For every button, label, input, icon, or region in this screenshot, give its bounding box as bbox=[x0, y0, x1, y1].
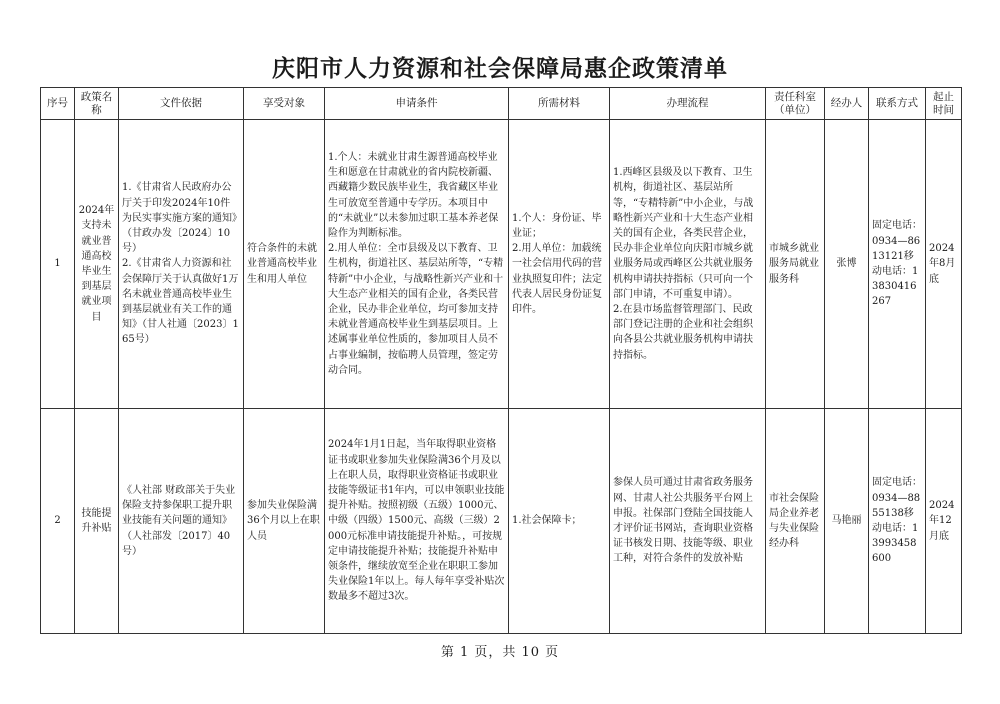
cell-policy-name: 2024年支持未就业普通高校毕业生到基层就业项目 bbox=[75, 120, 119, 409]
header-period: 起止时间 bbox=[926, 88, 962, 120]
cell-policy-name: 技能提升补贴 bbox=[75, 409, 119, 634]
cell-conditions: 1.个人：未就业甘肃生源普通高校毕业生和愿意在甘肃就业的省内院校新疆、西藏籍少数民族毕业生，我省藏区毕业生可放宽至普通中专学历。本项目中的“未就业”以未参加过职工基本养老保险作为判断标准。 2.用人单位：全市县级及以下教育、卫生机构，街道社区、基层站所等，“专精特新”中小企业，与战略性新兴产业和十大生态产业相关的国有企业，各类民营企业，民办非企业单位，均可参加支持未就业普通高校毕业生到基层项目。上述属事业单位性质的，参加项目人员不占事业编制，按临聘人员管理，签定劳动合同。 bbox=[325, 120, 509, 409]
header-contact: 联系方式 bbox=[869, 88, 926, 120]
header-target: 享受对象 bbox=[244, 88, 325, 120]
cell-conditions: 2024年1月1日起，当年取得职业资格证书或职业参加失业保险满36个月及以上在职人员，取得职业资格证书或职业技能等级证书1年内，可以申领职业技能提升补贴。按照初级（五级）1000元、中级（四级）1500元、高级（三级）2000元标准申请技能提升补贴。，可按规定申请技能提升补贴；技能提升补贴申领条件，继续放宽至企业在职职工参加失业保险1年以上。每人每年享受补贴次数最多不超过3次。 bbox=[325, 409, 509, 634]
header-conditions: 申请条件 bbox=[325, 88, 509, 120]
cell-dept: 市城乡就业服务局就业服务科 bbox=[766, 120, 825, 409]
table-header-row bbox=[41, 88, 962, 120]
header-basis: 文件依据 bbox=[119, 88, 244, 120]
cell-period: 2024年8月底 bbox=[926, 120, 962, 409]
cell-materials: 1.个人：身份证、毕业证； 2.用人单位：加载统一社会信用代码的营业执照复印件；法定代表人居民身份证复印件。 bbox=[509, 120, 610, 409]
cell-seq: 1 bbox=[41, 120, 75, 409]
cell-contact: 固定电话：0934—8855138移动电话：13993458600 bbox=[869, 409, 926, 634]
cell-seq: 2 bbox=[41, 409, 75, 634]
header-dept: 责任科室（单位） bbox=[766, 88, 825, 120]
cell-materials: 1.社会保障卡； bbox=[509, 409, 610, 634]
cell-contact: 固定电话：0934—8613121移动电话：13830416267 bbox=[869, 120, 926, 409]
cell-process: 参保人员可通过甘肃省政务服务网、甘肃人社公共服务平台网上申报。社保部门登陆全国技能人才评价证书网站，查询职业资格证书核发日期、技能等级、职业工种，对符合条件的发放补贴 bbox=[610, 409, 766, 634]
header-seq: 序号 bbox=[41, 88, 75, 120]
cell-target: 参加失业保险满36个月以上在职人员 bbox=[244, 409, 325, 634]
cell-handler: 张博 bbox=[825, 120, 869, 409]
table-row bbox=[41, 120, 962, 409]
header-handler: 经办人 bbox=[825, 88, 869, 120]
cell-basis: 1.《甘肃省人民政府办公厅关于印发2024年10件为民实事实施方案的通知》（甘政办发〔2024〕10号） 2.《甘肃省人力资源和社会保障厅关于认真做好1万名未就业普通高校毕业生到基层就业有关工作的通知》（甘人社通〔2023〕165号） bbox=[119, 120, 244, 409]
document-title: 庆阳市人力资源和社会保障局惠企政策清单 bbox=[272, 55, 728, 82]
cell-dept: 市社会保险局企业养老与失业保险经办科 bbox=[766, 409, 825, 634]
policy-table bbox=[40, 87, 962, 634]
cell-process: 1.西峰区县级及以下教育、卫生机构，街道社区、基层站所等，“专精特新”中小企业，与战略性新兴产业和十大生态产业相关的国有企业，各类民营企业，民办非企业单位向庆阳市城乡就业服务局或西峰区公共就业服务机构申请扶持指标（只可向一个部门申请，不可重复申请）。 2.在县市场监督管理部门、民政部门登记注册的企业和社会组织向各县公共就业服务机构申请扶持指标。 bbox=[610, 120, 766, 409]
header-policy-name: 政策名称 bbox=[75, 88, 119, 120]
cell-target: 符合条件的未就业普通高校毕业生和用人单位 bbox=[244, 120, 325, 409]
page-number: 第 1 页，共 10 页 bbox=[440, 645, 560, 660]
cell-period: 2024年12月底 bbox=[926, 409, 962, 634]
header-materials: 所需材料 bbox=[509, 88, 610, 120]
cell-handler: 马艳丽 bbox=[825, 409, 869, 634]
header-process: 办理流程 bbox=[610, 88, 766, 120]
table-row bbox=[41, 409, 962, 634]
cell-basis: 《人社部 财政部关于失业保险支持参保职工提升职业技能有关问题的通知》（人社部发〔2017〕40号） bbox=[119, 409, 244, 634]
